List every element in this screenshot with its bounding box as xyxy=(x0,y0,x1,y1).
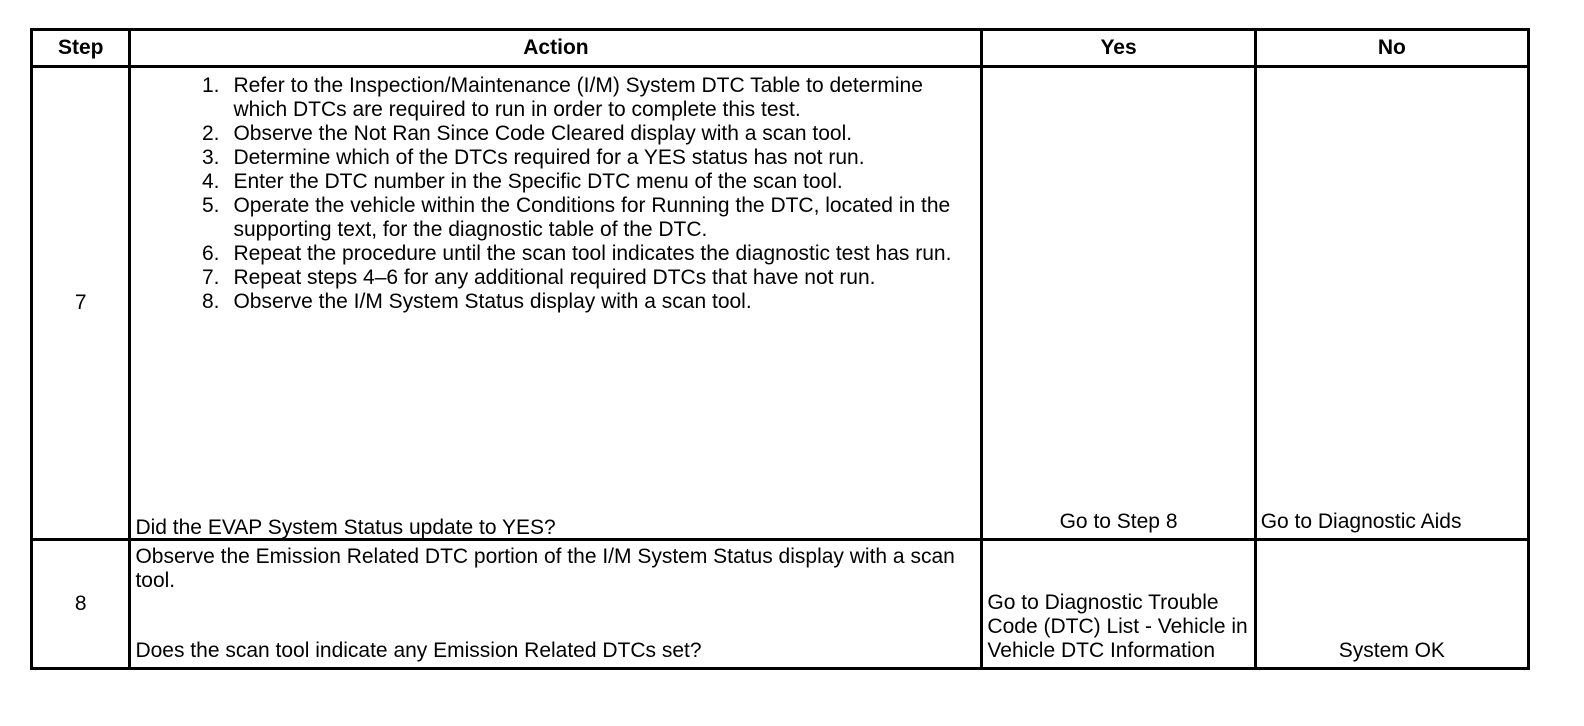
substep-item xyxy=(201,242,976,266)
substep-number: 1. xyxy=(201,74,220,97)
substep-item xyxy=(201,146,976,170)
substep-text: Observe the I/M System Status display with a scan tool. xyxy=(233,290,752,313)
header-yes: Yes xyxy=(982,30,1255,67)
step-question: Does the scan tool indicate any Emission Related DTCs set? xyxy=(135,639,702,662)
diagnostic-table xyxy=(30,28,1530,670)
substep-text: Repeat steps 4–6 for any additional required DTCs that have not run. xyxy=(233,266,876,289)
substep-item xyxy=(201,290,976,314)
yes-cell xyxy=(982,67,1255,540)
substep-item xyxy=(201,122,976,146)
substep-number: 8. xyxy=(201,290,220,313)
substep-number: 2. xyxy=(201,122,220,145)
substep-number: 5. xyxy=(201,194,220,217)
substep-item xyxy=(201,266,976,290)
substep-number: 6. xyxy=(201,242,220,265)
no-result: Go to Diagnostic Aids xyxy=(1260,510,1462,533)
step-question: Did the EVAP System Status update to YES? xyxy=(135,516,556,539)
substep-number: 4. xyxy=(201,170,220,193)
substep-item xyxy=(201,74,976,122)
no-cell xyxy=(1255,67,1528,540)
substep-item xyxy=(201,194,976,242)
substep-text: Repeat the procedure until the scan tool indicates the diagnostic test has run. xyxy=(233,242,952,265)
substep-item xyxy=(201,170,976,194)
substep-number: 3. xyxy=(201,146,220,169)
header-no: No xyxy=(1255,30,1528,67)
header-step: Step xyxy=(32,30,130,67)
header-row xyxy=(32,30,1529,67)
table-row-step-8 xyxy=(32,540,1529,669)
substep-list xyxy=(135,74,976,314)
yes-result: Go to Step 8 xyxy=(1059,510,1178,533)
substep-text: Determine which of the DTCs required for a YES status has not run. xyxy=(233,146,865,169)
substep-number: 7. xyxy=(201,266,220,289)
header-action: Action xyxy=(130,30,982,67)
step-number: 8 xyxy=(32,540,130,669)
substep-text: Operate the vehicle within the Conditions for Running the DTC, located in the supporting text, for the diagnostic table of the DTC. xyxy=(233,194,951,241)
substep-text: Observe the Not Ran Since Code Cleared display with a scan tool. xyxy=(233,122,853,145)
step-number: 7 xyxy=(32,67,130,540)
no-cell xyxy=(1255,540,1528,669)
no-result: System OK xyxy=(1338,639,1445,662)
substep-text: Enter the DTC number in the Specific DTC menu of the scan tool. xyxy=(233,170,843,193)
yes-result: Go to Diagnostic Trouble Code (DTC) List - Vehicle in Vehicle DTC Information xyxy=(987,591,1248,662)
action-text: Observe the Emission Related DTC portion of the I/M System Status display with a scan tool. xyxy=(135,545,955,592)
action-cell xyxy=(130,540,982,669)
yes-cell xyxy=(982,540,1255,669)
substep-text: Refer to the Inspection/Maintenance (I/M) System DTC Table to determine which DTCs are required to run in order to complete this test. xyxy=(233,74,923,121)
table-row-step-7 xyxy=(32,67,1529,540)
action-cell xyxy=(130,67,982,540)
